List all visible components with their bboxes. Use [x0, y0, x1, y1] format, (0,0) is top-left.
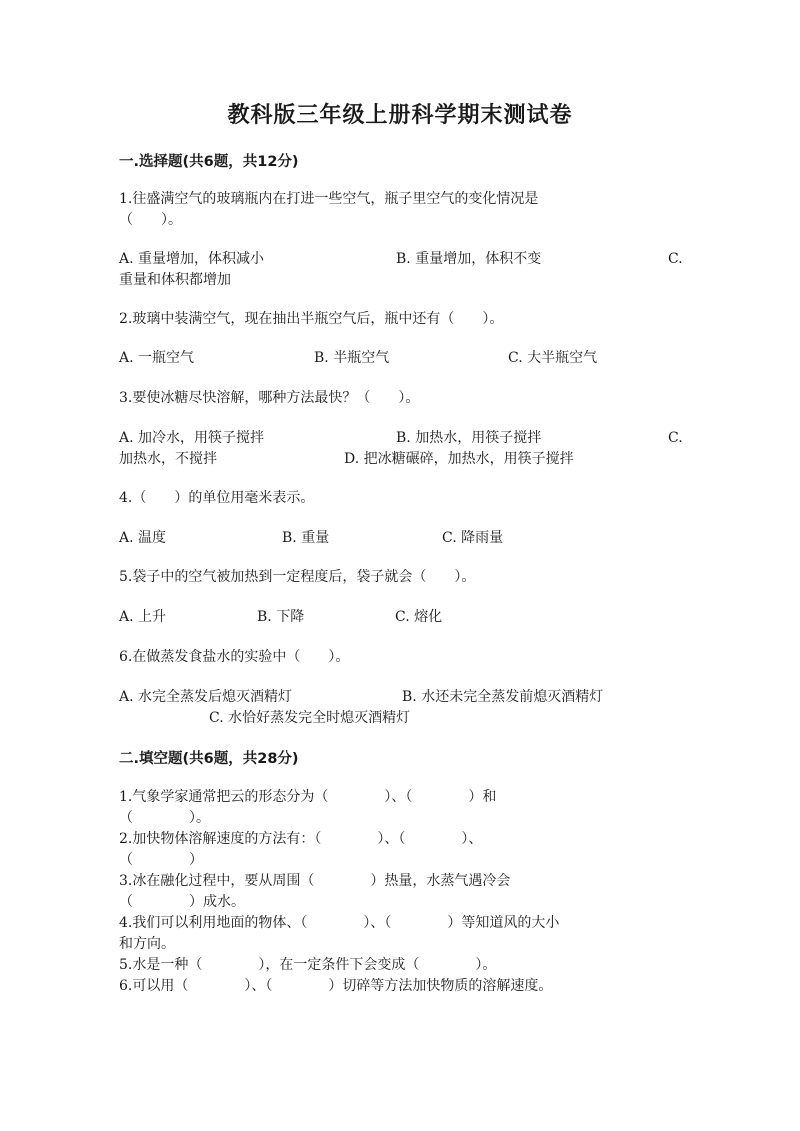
- q4-stem: 4.（ ）的单位用毫米表示。: [119, 490, 315, 506]
- section-heading-choice: 一.选择题(共6题，共12分): [119, 154, 299, 170]
- q6-option-c: C. 水恰好蒸发完全时熄灭酒精灯: [209, 710, 411, 726]
- fill-q3: 3.冰在融化过程中，要从周围（ ）热量，水蒸气遇冷会: [119, 873, 511, 889]
- q4-option-c: C. 降雨量: [442, 530, 504, 546]
- q5-option-b: B. 下降: [257, 609, 305, 625]
- q3-option-a: A. 加冷水，用筷子搅拌: [119, 430, 265, 446]
- fill-q5: 5.水是一种（ ），在一定条件下会变成（ ）。: [119, 957, 497, 973]
- q5-option-a: A. 上升: [119, 609, 167, 625]
- fill-q4-cont: 和方向。: [119, 936, 175, 952]
- q3-option-c: 加热水，不搅拌: [119, 451, 217, 467]
- fill-q2: 2.加快物体溶解速度的方法有：（ ）、（ ）、: [119, 831, 483, 847]
- fill-q1-cont: （ ）。: [119, 810, 210, 826]
- q3-option-c-prefix: C.: [668, 430, 683, 446]
- q1-option-c-prefix: C.: [668, 251, 683, 267]
- q1-option-c: 重量和体积都增加: [119, 272, 231, 288]
- q1-option-b: B. 重量增加，体积不变: [396, 251, 542, 267]
- q2-option-b: B. 半瓶空气: [314, 350, 390, 366]
- fill-q4: 4.我们可以利用地面的物体、（ ）、（ ）等知道风的大小: [119, 915, 560, 931]
- section-heading-fill: 二.填空题(共6题，共28分): [119, 751, 299, 767]
- q1-stem-cont: （ ）。: [119, 212, 182, 228]
- fill-q3-cont: （ ）成水。: [119, 894, 245, 910]
- q4-option-b: B. 重量: [282, 530, 330, 546]
- q6-stem: 6.在做蒸发食盐水的实验中（ ）。: [119, 649, 350, 665]
- fill-q2-cont: （ ）: [119, 852, 203, 868]
- q3-option-d: D. 把冰糖碾碎，加热水，用筷子搅拌: [344, 451, 574, 467]
- q4-option-a: A. 温度: [119, 530, 167, 546]
- q2-stem: 2.玻璃中装满空气，现在抽出半瓶空气后，瓶中还有（ ）。: [119, 311, 504, 327]
- q5-stem: 5.袋子中的空气被加热到一定程度后，袋子就会（ ）。: [119, 569, 476, 585]
- q2-option-a: A. 一瓶空气: [119, 350, 195, 366]
- fill-q6: 6.可以用（ ）、（ ）切碎等方法加快物质的溶解速度。: [119, 978, 553, 994]
- q3-stem: 3.要使冰糖尽快溶解，哪种方法最快？（ ）。: [119, 390, 420, 406]
- q3-option-b: B. 加热水，用筷子搅拌: [396, 430, 542, 446]
- q6-option-b: B. 水还未完全蒸发前熄灭酒精灯: [402, 689, 604, 705]
- fill-q1: 1.气象学家通常把云的形态分为（ ）、（ ）和: [119, 789, 497, 805]
- q5-option-c: C. 熔化: [395, 609, 443, 625]
- q6-option-a: A. 水完全蒸发后熄灭酒精灯: [119, 689, 293, 705]
- page-title: 教科版三年级上册科学期末测试卷: [227, 103, 573, 128]
- q1-stem: 1.往盛满空气的玻璃瓶内在打进一些空气，瓶子里空气的变化情况是: [119, 191, 539, 207]
- q1-option-a: A. 重量增加，体积减小: [119, 251, 265, 267]
- q2-option-c: C. 大半瓶空气: [508, 350, 598, 366]
